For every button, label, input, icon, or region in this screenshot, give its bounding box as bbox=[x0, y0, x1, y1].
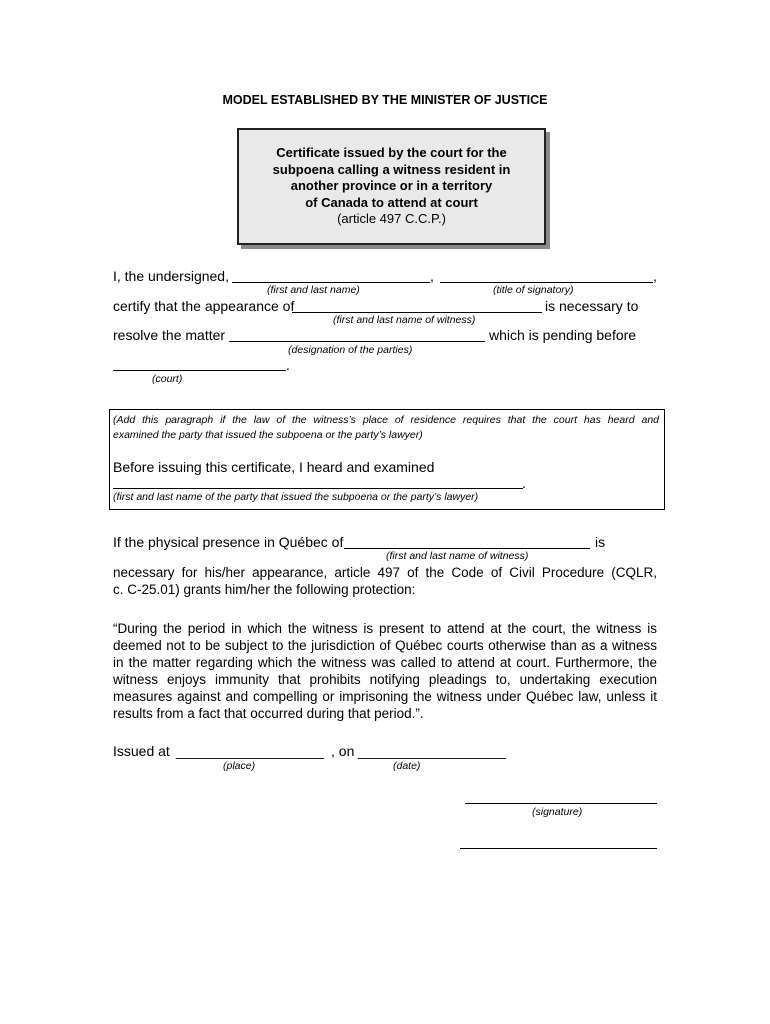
caption-date: (date) bbox=[393, 760, 421, 772]
presence-text-line-2: necessary for his/her appearance, article 497 of the Code of Civil Procedure (CQLR, bbox=[113, 565, 657, 580]
certificate-line-2: subpoena calling a witness resident in bbox=[272, 161, 511, 177]
appearance-label: certify that the appearance of bbox=[113, 298, 295, 314]
date-field[interactable]: ___________________ bbox=[358, 743, 506, 759]
place-field[interactable]: ___________________ bbox=[176, 743, 324, 759]
undersigned-label: I, the undersigned, bbox=[113, 268, 229, 284]
protection-quote: “During the period in which the witness is present to attend at the court, the witness is deemed not to be subject to the jurisdiction of Québec courts otherwise than as a witness in the matter regarding which the witness was called to attend at court. Furthermore, the witness enjoys immunity that prohibits notifying pleadings to, undertaking execution measures against and compelling or imprisoning the witness under Québec law, unless it results from a fact that occurred during that period.”. bbox=[113, 621, 657, 721]
caption-designation-of-parties: (designation of the parties) bbox=[288, 344, 413, 356]
signatory-title-field[interactable] bbox=[440, 282, 653, 283]
signatory-name-field[interactable] bbox=[232, 282, 430, 283]
certificate-line-3: another province or in a territory bbox=[290, 178, 493, 194]
caption-witness-name-2: (first and last name of witness) bbox=[386, 550, 529, 562]
caption-court: (court) bbox=[152, 373, 183, 385]
witness-name-field[interactable] bbox=[292, 312, 542, 313]
optional-paragraph-instruction-line-1: (Add this paragraph if the law of the witness’s place of residence requires that the court has heard and bbox=[113, 414, 659, 426]
second-signature-field[interactable] bbox=[460, 848, 657, 849]
court-field[interactable] bbox=[113, 370, 286, 371]
caption-witness-name: (first and last name of witness) bbox=[333, 314, 476, 326]
parties-designation-field[interactable] bbox=[229, 341, 485, 342]
matter-tail: which is pending before bbox=[489, 327, 637, 343]
presence-tail: is bbox=[595, 534, 606, 550]
heard-and-examined-statement: Before issuing this certificate, I heard and examined bbox=[113, 459, 435, 475]
certificate-article-ref: (article 497 C.C.P.) bbox=[337, 211, 446, 227]
party-period: . bbox=[522, 475, 526, 491]
presence-label: If the physical presence in Québec of bbox=[113, 534, 344, 550]
appearance-tail: is necessary to bbox=[545, 298, 639, 314]
certificate-line-1: Certificate issued by the court for the bbox=[276, 145, 507, 161]
page-title: MODEL ESTABLISHED BY THE MINISTER OF JUSTICE bbox=[222, 93, 548, 107]
presence-text-line-3: c. C-25.01) grants him/her the following protection: bbox=[113, 582, 416, 597]
caption-signature: (signature) bbox=[532, 806, 583, 818]
party-name-field[interactable] bbox=[113, 488, 523, 489]
comma-separator: , bbox=[430, 268, 434, 284]
signature-field[interactable] bbox=[465, 803, 657, 804]
caption-first-last-name: (first and last name) bbox=[267, 284, 360, 296]
witness-name-field-2[interactable] bbox=[344, 548, 590, 549]
certificate-line-4: of Canada to attend at court bbox=[305, 194, 478, 210]
issued-at-label: Issued at bbox=[113, 743, 170, 759]
issued-on-label: , on bbox=[331, 743, 355, 759]
caption-title-of-signatory: (title of signatory) bbox=[493, 284, 574, 296]
caption-place: (place) bbox=[223, 760, 256, 772]
certificate-box bbox=[237, 128, 546, 245]
optional-paragraph-instruction-line-2: examined the party that issued the subpoena or the party’s lawyer) bbox=[113, 429, 423, 441]
caption-party-or-lawyer-name: (first and last name of the party that issued the subpoena or the party’s lawyer) bbox=[113, 491, 479, 503]
comma-separator: , bbox=[653, 268, 657, 284]
matter-label: resolve the matter bbox=[113, 327, 226, 343]
court-period: . bbox=[286, 357, 290, 373]
